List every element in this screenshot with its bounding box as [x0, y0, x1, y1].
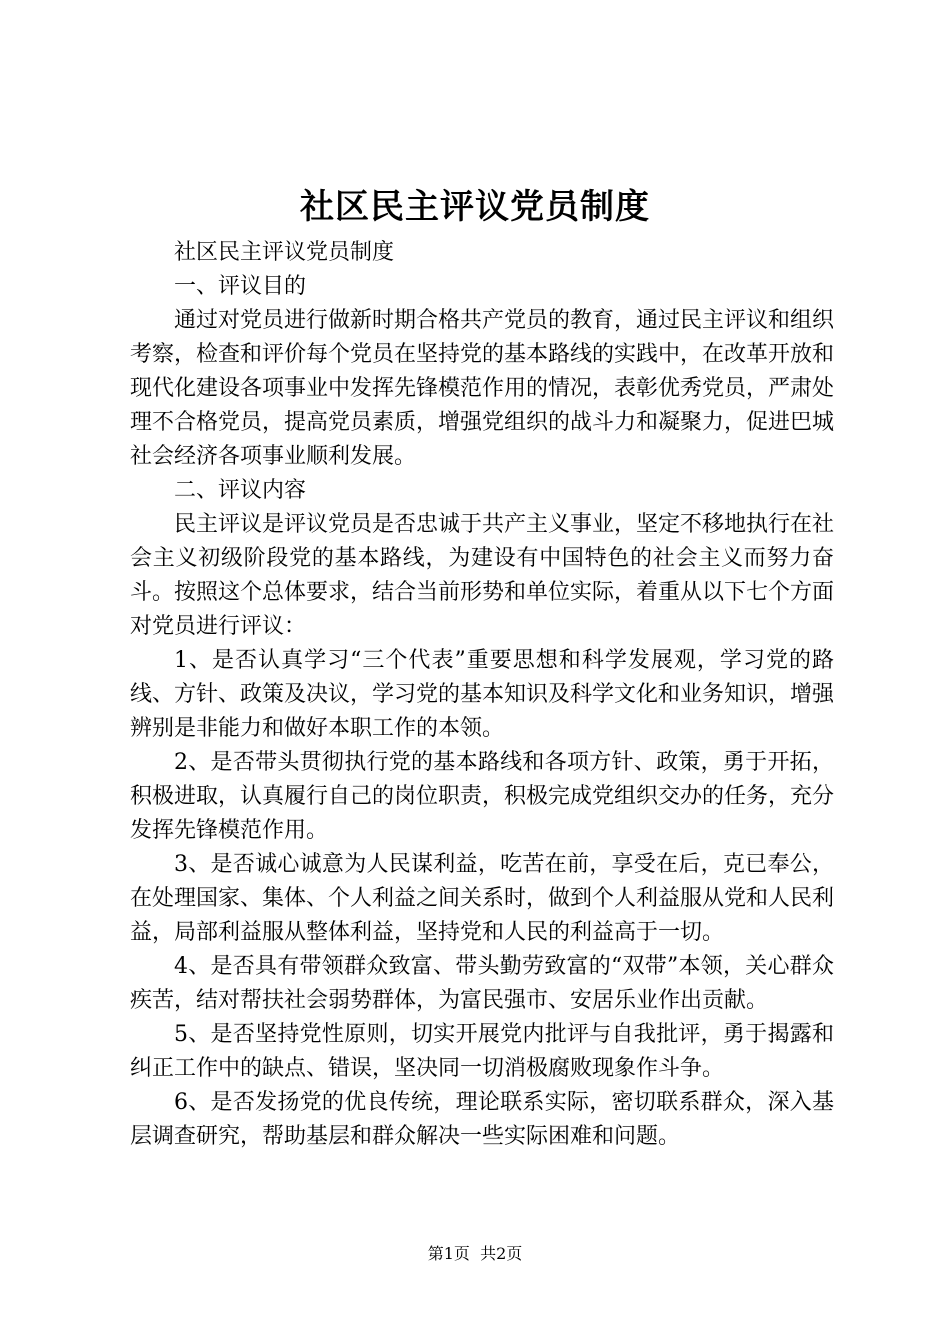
page-number: 第1页 [427, 1244, 470, 1263]
document-body [130, 236, 834, 1154]
list-item: 4、是否具有带领群众致富、带头勤劳致富的“双带”本领，关心群众疾苦，结对帮扶社会弱势群体，为富民强市、安居乐业作出贡献。 [130, 954, 834, 1013]
section-heading: 一、评议目的 [174, 274, 307, 299]
section-heading: 二、评议内容 [174, 478, 307, 503]
page-footer [0, 1242, 950, 1266]
list-item: 2、是否带头贯彻执行党的基本路线和各项方针、政策，勇于开拓，积极进取，认真履行自己的岗位职责，积极完成党组织交办的任务，充分发挥先锋模范作用。 [130, 750, 835, 843]
document-title: 社区民主评议党员制度 [300, 187, 650, 227]
footer-spacer [470, 1244, 480, 1263]
page-total: 共2页 [480, 1244, 523, 1263]
paragraph: 社区民主评议党员制度 [174, 240, 395, 265]
paragraph: 民主评议是评议党员是否忠诚于共产主义事业，坚定不移地执行在社会主义初级阶段党的基本路线，为建设有中国特色的社会主义而努力奋斗。按照这个总体要求，结合当前形势和单位实际，着重从以下七个方面对党员进行评议： [130, 512, 835, 639]
list-item: 3、是否诚心诚意为人民谋利益，吃苦在前，享受在后，克已奉公，在处理国家、集体、个人利益之间关系时，做到个人利益服从党和人民利益，局部利益服从整体利益，坚持党和人民的利益高于一切。 [130, 852, 835, 945]
list-item: 5、是否坚持党性原则，切实开展党内批评与自我批评，勇于揭露和纠正工作中的缺点、错误，坚决同一切消极腐败现象作斗争。 [130, 1022, 834, 1081]
paragraph: 通过对党员进行做新时期合格共产党员的教育，通过民主评议和组织考察，检查和评价每个党员在坚持党的基本路线的实践中，在改革开放和现代化建设各项事业中发挥先锋模范作用的情况，表彰优秀党员，严肃处理不合格党员，提高党员素质，增强党组织的战斗力和凝聚力，促进巴城社会经济各项事业顺利发展。 [130, 308, 835, 469]
list-item: 6、是否发扬党的优良传统，理论联系实际，密切联系群众，深入基层调查研究，帮助基层和群众解决一些实际困难和问题。 [130, 1090, 834, 1149]
list-item: 1、是否认真学习“三个代表”重要思想和科学发展观，学习党的路线、方针、政策及决议，学习党的基本知识及科学文化和业务知识，增强辨别是非能力和做好本职工作的本领。 [130, 648, 835, 741]
